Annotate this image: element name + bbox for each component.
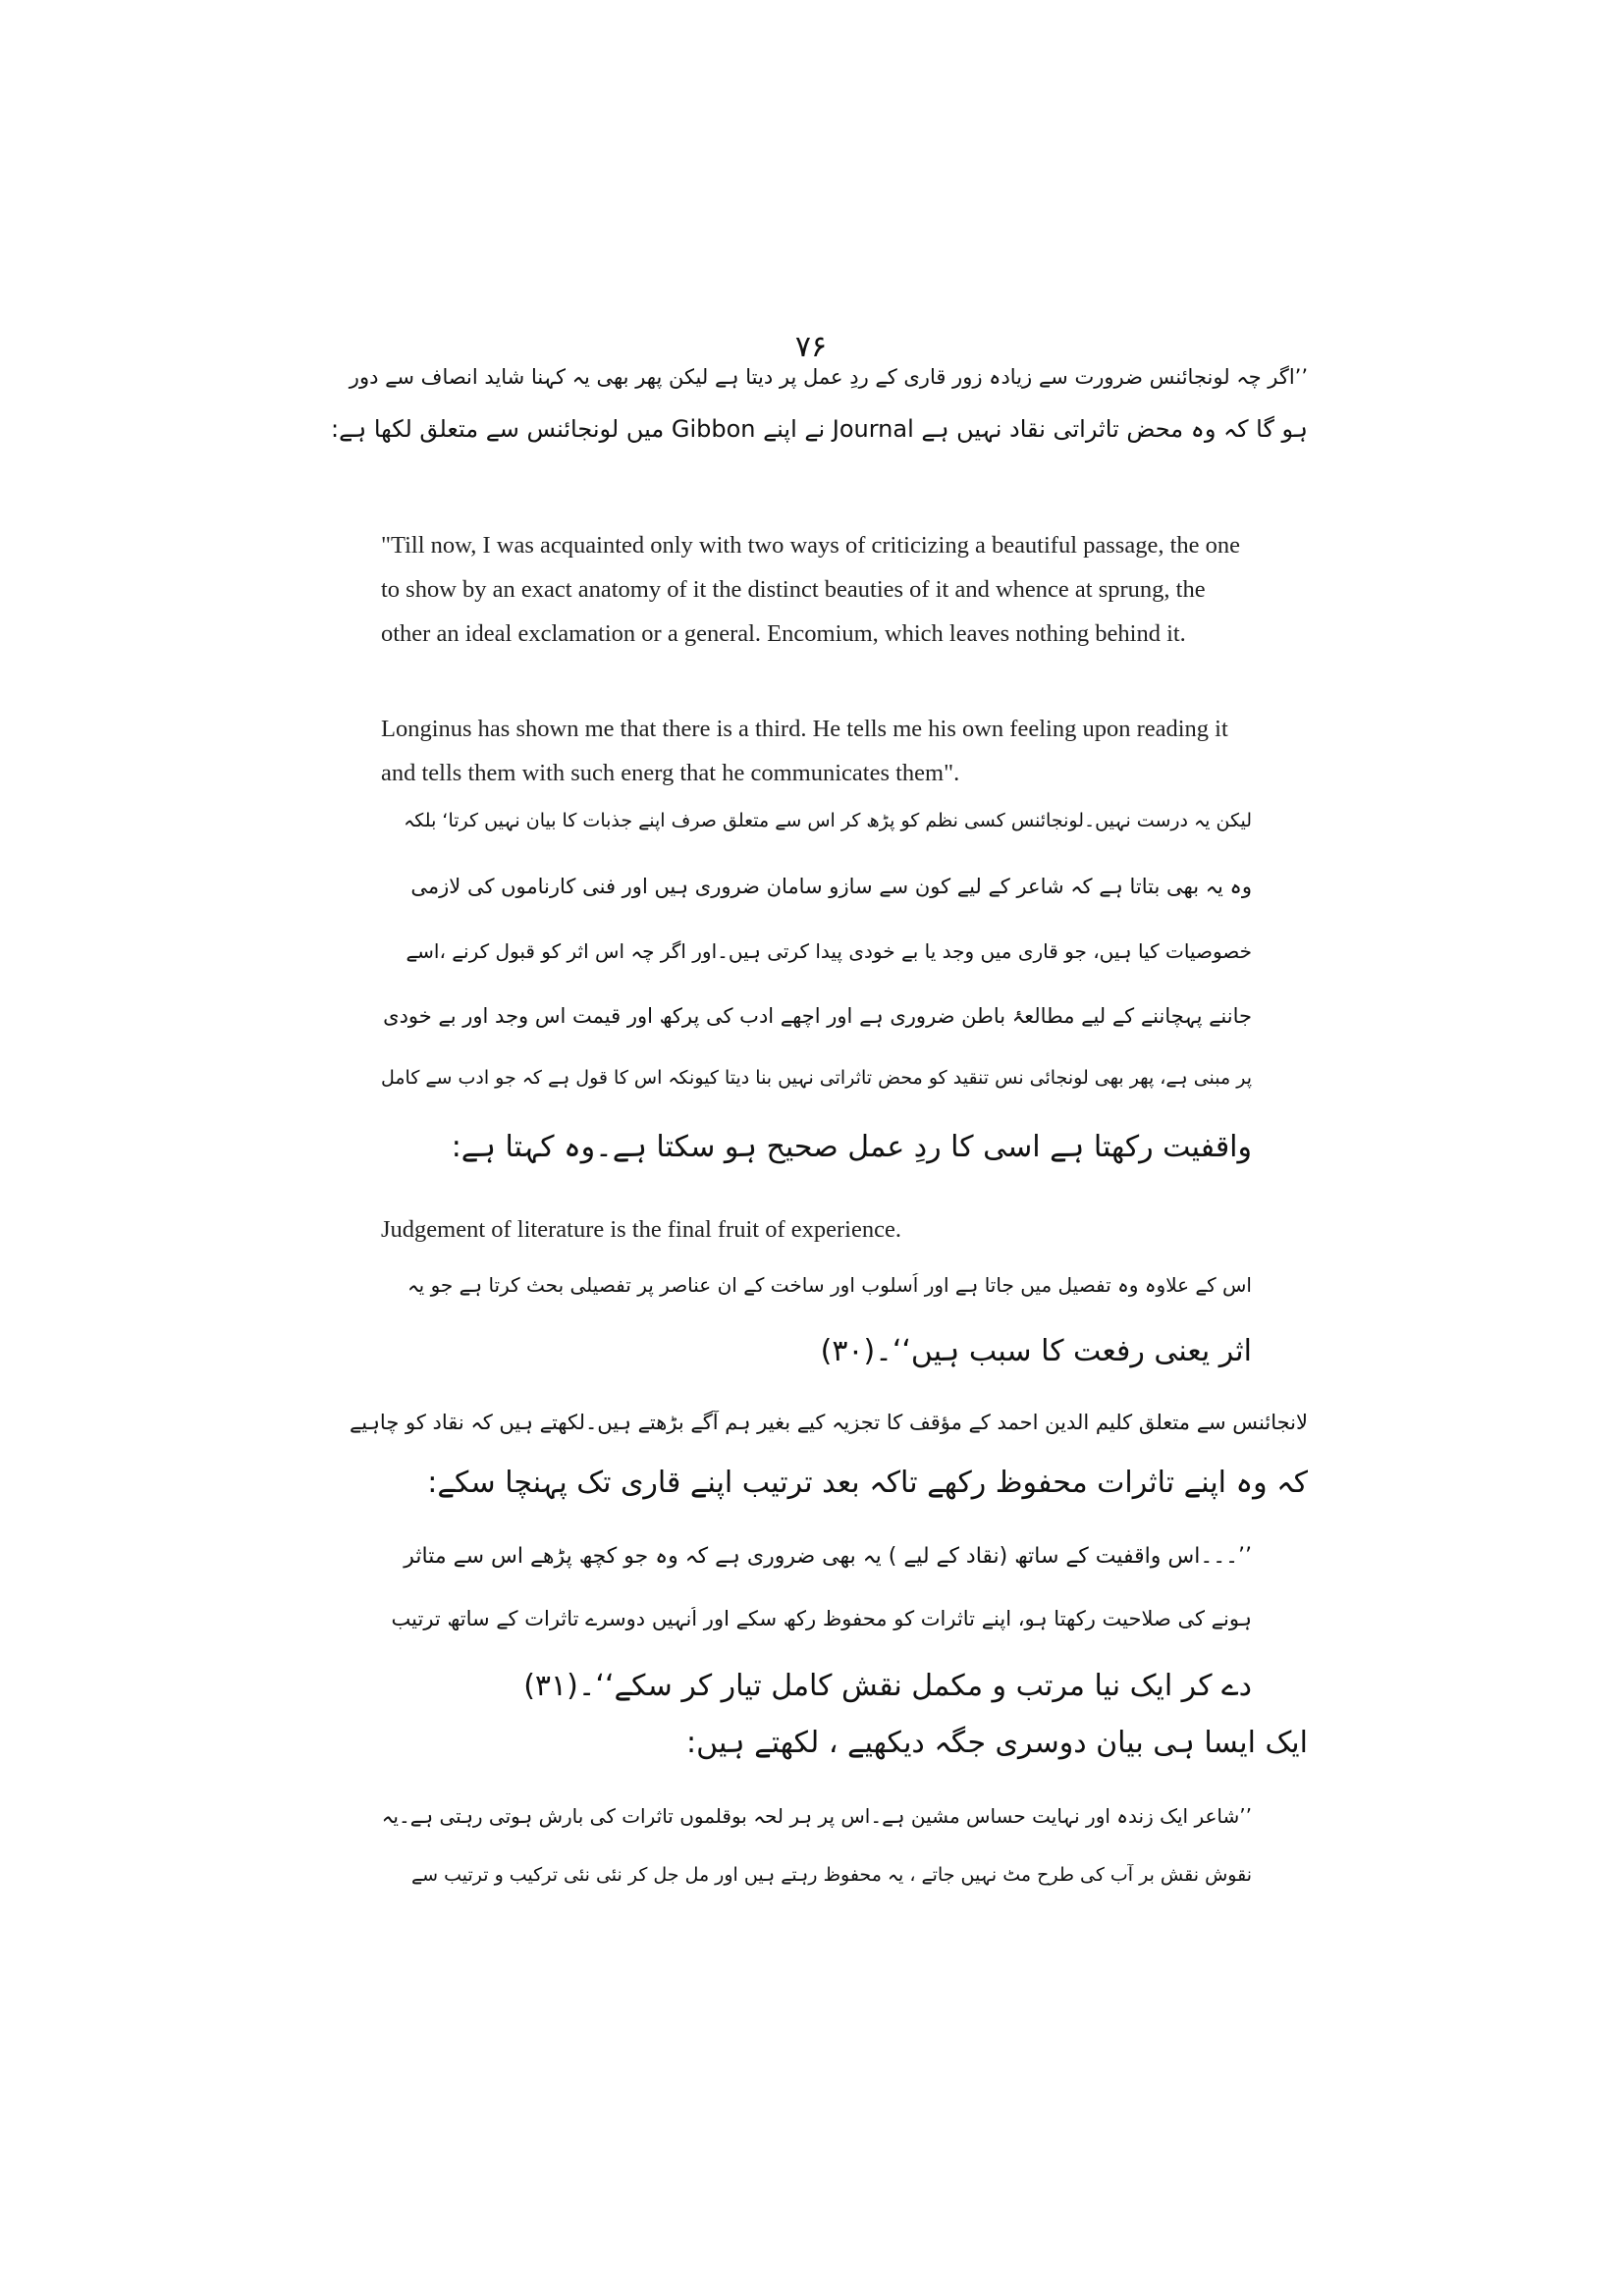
para3-line: اس کے علاوہ وہ تفصیل میں جاتا ہے اور اُسلوب اور ساخت کے ان عناصر پر تفصیلی بحث کرتا ہے جو یہ xyxy=(406,1273,1252,1297)
para2-line: خصوصیات کیا ہیں، جو قاری میں وجد یا بے خودی پیدا کرتی ہیں۔اور اگر چہ اس اثر کو قبول کرنے ،اسے xyxy=(406,939,1252,963)
para6-line: ایک ایسا ہی بیان دوسری جگہ دیکھیے ، لکھتے ہیں: xyxy=(686,1726,1308,1760)
para2-line: لیکن یہ درست نہیں۔لونجائنس کسی نظم کو پڑھ کر اس سے متعلق صرف اپنے جذبات کا بیان نہیں کرتا‘ بلکہ xyxy=(404,810,1252,831)
para7-line: ’’شاعر ایک زندہ اور نہایت حساس مشین ہے۔اس پر ہر لحہ بوقلموں تاثرات کی بارش ہوتی رہتی ہے۔یہ xyxy=(381,1804,1252,1828)
para4-line: لانجائنس سے متعلق کلیم الدین احمد کے مؤقف کا تجزیہ کیے بغیر ہم آگے بڑھتے ہیں۔لکھتے ہیں کہ نقاد کو چاہیے xyxy=(349,1411,1308,1434)
para2-line: پر مبنی ہے، پھر بھی لونجائی نس تنقید کو محض تاثراتی نہیں بنا دیتا کیونکہ اس کا قول ہے کہ جو ادب سے کامل xyxy=(380,1067,1252,1089)
page-number: ۷۶ xyxy=(794,330,828,364)
english-quote-3: Judgement of literature is the final fruit of experience. xyxy=(381,1216,901,1243)
para3-line: اثر یعنی رفعت کا سبب ہیں‘‘۔(۳۰) xyxy=(820,1334,1252,1368)
para1-line: ’’اگر چہ لونجائنس ضرورت سے زیادہ زور قاری کے ردِ عمل پر دیتا ہے لیکن پھر بھی یہ کہنا شاید انصاف سے دور xyxy=(349,365,1308,389)
para1-line: ہو گا کہ وہ محض تاثراتی نقاد نہیں ہے Journal نے اپنے Gibbon میں لونجائنس سے متعلق لکھا ہے: xyxy=(331,415,1308,443)
para2-line: جاننے پہچاننے کے لیے مطالعۂ باطن ضروری ہے اور اچھے ادب کی پرکھ اور قیمت اس وجد اور بے خودی xyxy=(383,1004,1252,1028)
para7-line: نقوش نقش بر آب کی طرح مٹ نہیں جاتے ، یہ محفوظ رہتے ہیں اور مل جل کر نئی نئی ترکیب و ترتیب سے xyxy=(411,1864,1252,1886)
para2-line: وہ یہ بھی بتاتا ہے کہ شاعر کے لیے کون سے سازو سامان ضروری ہیں اور فنی کارناموں کی لازمی xyxy=(410,875,1252,898)
para4-line: کہ وہ اپنے تاثرات محفوظ رکھے تاکہ بعد ترتیب اپنے قاری تک پہنچا سکے: xyxy=(427,1466,1308,1500)
para2-line: واقفیت رکھتا ہے اسی کا ردِ عمل صحیح ہو سکتا ہے۔وہ کہتا ہے: xyxy=(451,1130,1252,1164)
para5-line: دے کر ایک نیا مرتب و مکمل نقش کامل تیار کر سکے‘‘۔(۳۱) xyxy=(523,1669,1252,1703)
para5-line: ہونے کی صلاحیت رکھتا ہو، اپنے تاثرات کو محفوظ رکھ سکے اور اُنہیں دوسرے تاثرات کے ساتھ ترتیب xyxy=(391,1607,1252,1630)
english-quote-1: "Till now, I was acquainted only with two ways of criticizing a beautiful passage, the one to show by an exact anatomy of it the distinct beauties of it and whence at sprung, the other an ideal exclamation or a general. Encomium, which leaves nothing behind it. xyxy=(381,532,1241,647)
english-quote-2: Longinus has shown me that there is a third. He tells me his own feeling upon reading it and tells them with such energ that he communicates them". xyxy=(381,716,1228,786)
para5-line: ’’۔۔۔اس واقفیت کے ساتھ (نقاد کے لیے ) یہ بھی ضروری ہے کہ وہ جو کچھ پڑھے اس سے متاثر xyxy=(404,1544,1252,1569)
